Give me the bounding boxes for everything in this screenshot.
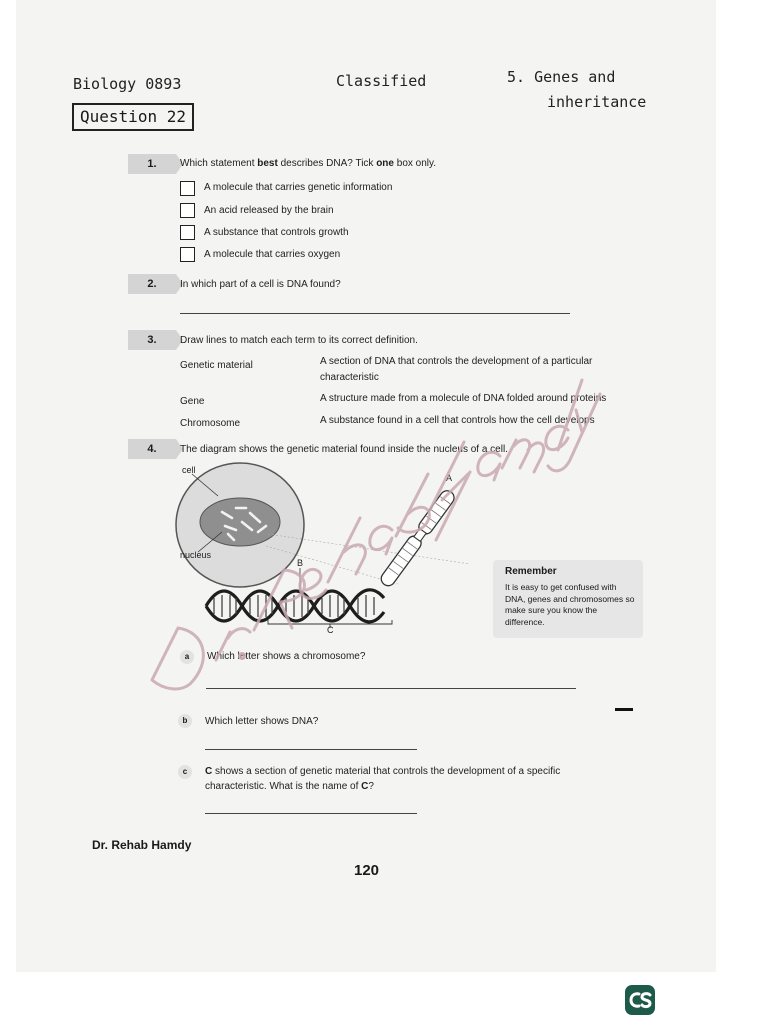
part-b-marker: b <box>178 714 192 728</box>
scanner-app-logo <box>625 985 655 1015</box>
topic-title-line1: 5. Genes and <box>507 68 616 86</box>
q4c-prompt-line1: C shows a section of genetic material that controls the development of a specific <box>205 766 561 777</box>
q1-prompt: Which statement best describes DNA? Tick one box only. <box>180 158 437 169</box>
footer-author: Dr. Rehab Hamdy <box>92 838 192 852</box>
label-cell: cell <box>182 465 196 475</box>
q1-option-3: A substance that controls growth <box>204 227 349 238</box>
category-label: Classified <box>336 72 427 90</box>
label-a: A <box>446 473 453 483</box>
q1-option-1: A molecule that carries genetic information <box>204 182 393 193</box>
remember-text: It is easy to get confused with DNA, genes and chromosomes so make sure you know the difference. <box>505 582 635 627</box>
q3-definition-1: A section of DNA that controls the development of a particular <box>320 356 593 367</box>
q3-term-genetic-material: Genetic material <box>180 360 253 371</box>
label-b: B <box>297 558 304 568</box>
q1-checkbox-2[interactable] <box>180 203 195 218</box>
q1-checkbox-3[interactable] <box>180 225 195 240</box>
q4b-answer-line[interactable] <box>205 749 417 750</box>
q4c-answer-line[interactable] <box>205 813 417 814</box>
question-number-3: 3. <box>128 330 176 350</box>
label-nucleus: nucleus <box>180 550 212 560</box>
remember-title: Remember <box>505 566 557 577</box>
topic-title-line2: inheritance <box>547 93 647 111</box>
page-number: 120 <box>354 862 380 879</box>
q3-definition-3: A substance found in a cell that controls how the cell develops <box>320 415 595 426</box>
question-title: Question 22 <box>72 103 194 131</box>
q3-term-gene: Gene <box>180 396 205 407</box>
q3-definition-1-cont: characteristic <box>320 372 379 383</box>
watermark-signature <box>130 260 610 700</box>
q1-option-4: A molecule that carries oxygen <box>204 249 341 260</box>
q4c-prompt-line2: characteristic. What is the name of C? <box>205 781 374 792</box>
label-c: C <box>327 625 334 635</box>
subject-code: Biology 0893 <box>73 75 182 93</box>
q4b-prompt: Which letter shows DNA? <box>205 716 319 727</box>
q1-checkbox-1[interactable] <box>180 181 195 196</box>
part-a-marker: a <box>180 650 194 664</box>
cs-logo-icon <box>625 985 655 1015</box>
q3-prompt: Draw lines to match each term to its correct definition. <box>180 335 418 346</box>
q2-prompt: In which part of a cell is DNA found? <box>180 279 341 290</box>
q4a-prompt: Which letter shows a chromosome? <box>207 651 366 662</box>
q4-prompt: The diagram shows the genetic material found inside the nucleus of a cell. <box>180 444 508 455</box>
q3-definition-2: A structure made from a molecule of DNA folded around proteins <box>320 393 607 404</box>
question-number-4: 4. <box>128 439 176 459</box>
q1-option-2: An acid released by the brain <box>204 205 334 216</box>
question-number-2: 2. <box>128 274 176 294</box>
question-number-1: 1. <box>128 154 176 174</box>
margin-dash <box>615 708 633 711</box>
q3-term-chromosome: Chromosome <box>180 418 241 429</box>
part-c-marker: c <box>178 765 192 779</box>
